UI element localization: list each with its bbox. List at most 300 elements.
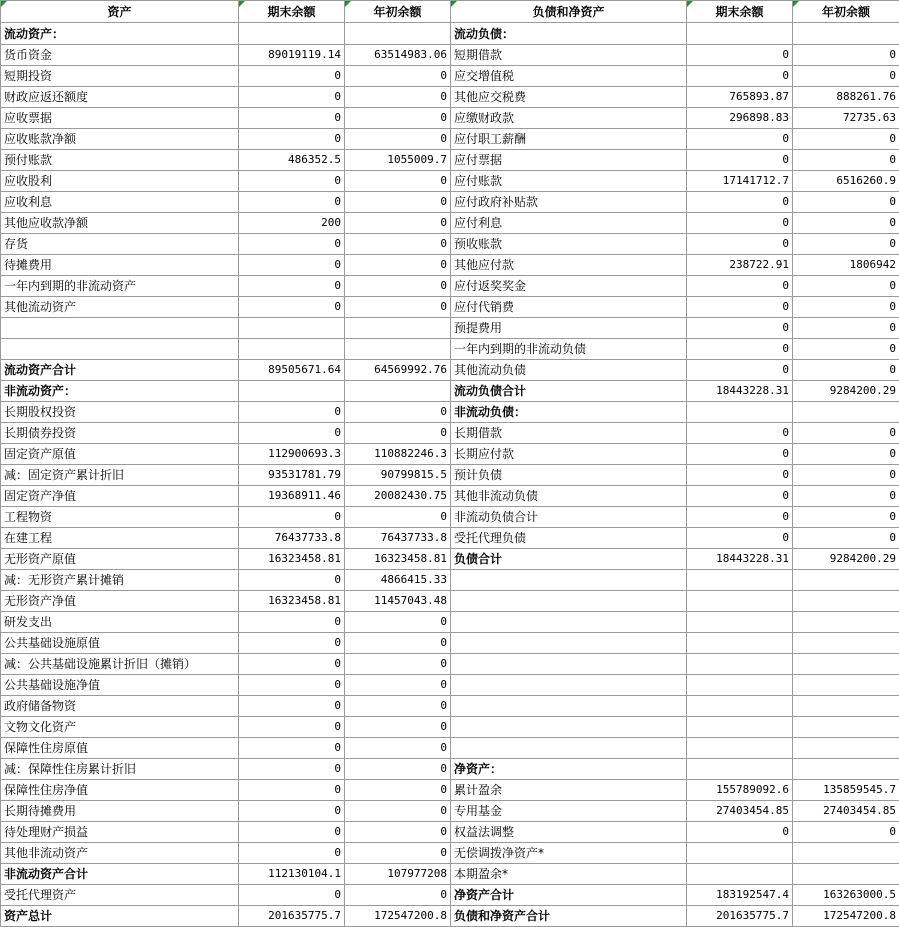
liability-label-cell[interactable] — [451, 696, 687, 717]
liability-end-balance-cell[interactable] — [687, 675, 793, 696]
liability-end-balance-cell[interactable]: 0 — [687, 339, 793, 360]
liability-begin-balance-cell[interactable] — [793, 843, 899, 864]
asset-label-cell[interactable]: 固定资产原值 — [1, 444, 239, 465]
table-row — [1, 864, 899, 885]
asset-begin-balance-cell[interactable]: 0 — [345, 675, 451, 696]
asset-label-cell[interactable]: 无形资产净值 — [1, 591, 239, 612]
liability-label-cell[interactable]: 短期借款 — [451, 45, 687, 66]
asset-end-balance-cell[interactable]: 0 — [239, 423, 345, 444]
header-assets-end-balance[interactable]: 期末余额 — [239, 1, 345, 23]
liability-begin-balance-cell[interactable]: 0 — [793, 507, 899, 528]
asset-label-cell[interactable]: 应收利息 — [1, 192, 239, 213]
liability-end-balance-cell[interactable]: 0 — [687, 66, 793, 87]
liability-end-balance-cell[interactable] — [687, 23, 793, 45]
asset-end-balance-cell[interactable] — [239, 339, 345, 360]
table-row — [1, 822, 899, 843]
table-row — [1, 654, 899, 675]
asset-begin-balance-cell[interactable]: 0 — [345, 108, 451, 129]
liability-label-cell[interactable]: 长期应付款 — [451, 444, 687, 465]
liability-begin-balance-cell[interactable]: 172547200.8 — [793, 906, 899, 927]
asset-begin-balance-cell[interactable] — [345, 23, 451, 45]
asset-end-balance-cell[interactable] — [239, 318, 345, 339]
table-row — [1, 885, 899, 906]
table-row — [1, 801, 899, 822]
liability-label-cell[interactable]: 净资产： — [451, 759, 687, 780]
liability-begin-balance-cell[interactable] — [793, 633, 899, 654]
header-assets-begin-balance[interactable]: 年初余额 — [345, 1, 451, 23]
asset-end-balance-cell[interactable]: 0 — [239, 885, 345, 906]
asset-label-cell[interactable]: 其他应收款净额 — [1, 213, 239, 234]
table-row — [1, 276, 899, 297]
asset-begin-balance-cell[interactable]: 0 — [345, 276, 451, 297]
liability-label-cell[interactable]: 非流动负债： — [451, 402, 687, 423]
liability-begin-balance-cell[interactable]: 0 — [793, 45, 899, 66]
liability-begin-balance-cell[interactable]: 0 — [793, 318, 899, 339]
liability-label-cell[interactable]: 应交增值税 — [451, 66, 687, 87]
liability-begin-balance-cell[interactable]: 0 — [793, 66, 899, 87]
asset-end-balance-cell[interactable]: 0 — [239, 822, 345, 843]
liability-begin-balance-cell[interactable] — [793, 591, 899, 612]
asset-label-cell[interactable]: 货币资金 — [1, 45, 239, 66]
asset-end-balance-cell[interactable]: 0 — [239, 675, 345, 696]
liability-begin-balance-cell[interactable] — [793, 738, 899, 759]
liability-end-balance-cell[interactable]: 0 — [687, 276, 793, 297]
liability-begin-balance-cell[interactable]: 6516260.9 — [793, 171, 899, 192]
asset-label-cell[interactable]: 非流动资产： — [1, 381, 239, 402]
liability-begin-balance-cell[interactable]: 0 — [793, 465, 899, 486]
liability-label-cell[interactable]: 专用基金 — [451, 801, 687, 822]
asset-end-balance-cell[interactable]: 0 — [239, 759, 345, 780]
asset-begin-balance-cell[interactable]: 16323458.81 — [345, 549, 451, 570]
liability-label-cell[interactable]: 净资产合计 — [451, 885, 687, 906]
table-row — [1, 738, 899, 759]
table-row — [1, 612, 899, 633]
asset-begin-balance-cell[interactable]: 64569992.76 — [345, 360, 451, 381]
asset-label-cell[interactable]: 工程物资 — [1, 507, 239, 528]
liability-end-balance-cell[interactable]: 18443228.31 — [687, 381, 793, 402]
liability-begin-balance-cell[interactable]: 27403454.85 — [793, 801, 899, 822]
liability-label-cell[interactable]: 应付职工薪酬 — [451, 129, 687, 150]
liability-end-balance-cell[interactable] — [687, 843, 793, 864]
asset-begin-balance-cell[interactable]: 90799815.5 — [345, 465, 451, 486]
liability-end-balance-cell[interactable] — [687, 402, 793, 423]
asset-end-balance-cell[interactable]: 0 — [239, 192, 345, 213]
table-row — [1, 507, 899, 528]
table-row — [1, 465, 899, 486]
table-row — [1, 549, 899, 570]
asset-label-cell[interactable]: 受托代理资产 — [1, 885, 239, 906]
liability-end-balance-cell[interactable]: 0 — [687, 297, 793, 318]
asset-begin-balance-cell[interactable]: 0 — [345, 423, 451, 444]
asset-label-cell[interactable]: 减：无形资产累计摊销 — [1, 570, 239, 591]
table-row — [1, 402, 899, 423]
liability-end-balance-cell[interactable] — [687, 738, 793, 759]
liability-begin-balance-cell[interactable]: 0 — [793, 360, 899, 381]
asset-end-balance-cell[interactable]: 0 — [239, 66, 345, 87]
asset-begin-balance-cell[interactable]: 0 — [345, 780, 451, 801]
liability-end-balance-cell[interactable] — [687, 612, 793, 633]
liability-end-balance-cell[interactable]: 0 — [687, 423, 793, 444]
liability-end-balance-cell[interactable]: 0 — [687, 234, 793, 255]
asset-end-balance-cell[interactable]: 200 — [239, 213, 345, 234]
liability-end-balance-cell[interactable]: 183192547.4 — [687, 885, 793, 906]
asset-end-balance-cell[interactable]: 0 — [239, 234, 345, 255]
asset-begin-balance-cell[interactable]: 0 — [345, 213, 451, 234]
liability-label-cell[interactable] — [451, 633, 687, 654]
sheet-body — [1, 23, 899, 927]
asset-label-cell[interactable]: 预付账款 — [1, 150, 239, 171]
asset-end-balance-cell[interactable]: 76437733.8 — [239, 528, 345, 549]
liability-end-balance-cell[interactable]: 0 — [687, 528, 793, 549]
asset-begin-balance-cell[interactable]: 0 — [345, 654, 451, 675]
liability-begin-balance-cell[interactable]: 9284200.29 — [793, 549, 899, 570]
table-row — [1, 528, 899, 549]
table-row — [1, 780, 899, 801]
asset-label-cell[interactable]: 无形资产原值 — [1, 549, 239, 570]
asset-begin-balance-cell[interactable]: 0 — [345, 171, 451, 192]
asset-label-cell[interactable]: 研发支出 — [1, 612, 239, 633]
asset-label-cell[interactable]: 减：保障性住房累计折旧 — [1, 759, 239, 780]
asset-begin-balance-cell[interactable]: 0 — [345, 402, 451, 423]
asset-end-balance-cell[interactable]: 0 — [239, 780, 345, 801]
liability-end-balance-cell[interactable]: 0 — [687, 507, 793, 528]
asset-end-balance-cell[interactable] — [239, 381, 345, 402]
liability-label-cell[interactable] — [451, 738, 687, 759]
liability-label-cell[interactable]: 应付代销费 — [451, 297, 687, 318]
asset-label-cell[interactable]: 其他流动资产 — [1, 297, 239, 318]
asset-end-balance-cell[interactable]: 0 — [239, 129, 345, 150]
table-row — [1, 486, 899, 507]
liability-begin-balance-cell[interactable]: 163263000.5 — [793, 885, 899, 906]
liability-begin-balance-cell[interactable]: 888261.76 — [793, 87, 899, 108]
asset-label-cell[interactable]: 非流动资产合计 — [1, 864, 239, 885]
liability-end-balance-cell[interactable]: 0 — [687, 318, 793, 339]
liability-begin-balance-cell[interactable]: 0 — [793, 213, 899, 234]
liability-label-cell[interactable]: 应付返奖奖金 — [451, 276, 687, 297]
asset-begin-balance-cell[interactable]: 76437733.8 — [345, 528, 451, 549]
liability-label-cell[interactable]: 一年内到期的非流动负债 — [451, 339, 687, 360]
header-assets[interactable]: 资产 — [1, 1, 239, 23]
table-row — [1, 696, 899, 717]
asset-end-balance-cell[interactable]: 0 — [239, 570, 345, 591]
asset-end-balance-cell[interactable]: 0 — [239, 171, 345, 192]
asset-begin-balance-cell[interactable]: 0 — [345, 192, 451, 213]
table-row — [1, 591, 899, 612]
asset-label-cell[interactable]: 财政应返还额度 — [1, 87, 239, 108]
asset-label-cell[interactable]: 文物文化资产 — [1, 717, 239, 738]
liability-begin-balance-cell[interactable]: 0 — [793, 297, 899, 318]
table-row — [1, 129, 899, 150]
asset-label-cell[interactable]: 长期股权投资 — [1, 402, 239, 423]
liability-label-cell[interactable]: 应付账款 — [451, 171, 687, 192]
table-row — [1, 66, 899, 87]
liability-label-cell[interactable]: 其他流动负债 — [451, 360, 687, 381]
liability-label-cell[interactable]: 应付政府补贴款 — [451, 192, 687, 213]
asset-end-balance-cell[interactable]: 0 — [239, 276, 345, 297]
liability-end-balance-cell[interactable]: 17141712.7 — [687, 171, 793, 192]
liability-label-cell[interactable]: 无偿调拨净资产* — [451, 843, 687, 864]
liability-begin-balance-cell[interactable]: 1806942 — [793, 255, 899, 276]
asset-begin-balance-cell[interactable]: 0 — [345, 759, 451, 780]
liability-begin-balance-cell[interactable]: 0 — [793, 444, 899, 465]
table-row — [1, 570, 899, 591]
asset-begin-balance-cell[interactable] — [345, 339, 451, 360]
asset-label-cell[interactable]: 一年内到期的非流动资产 — [1, 276, 239, 297]
liability-label-cell[interactable]: 其他应付款 — [451, 255, 687, 276]
liability-end-balance-cell[interactable]: 0 — [687, 192, 793, 213]
asset-begin-balance-cell[interactable]: 0 — [345, 738, 451, 759]
liability-begin-balance-cell[interactable]: 0 — [793, 234, 899, 255]
table-row — [1, 297, 899, 318]
asset-end-balance-cell[interactable]: 16323458.81 — [239, 591, 345, 612]
header-row — [1, 1, 899, 23]
liability-end-balance-cell[interactable]: 0 — [687, 360, 793, 381]
asset-begin-balance-cell[interactable]: 0 — [345, 234, 451, 255]
liability-begin-balance-cell[interactable]: 72735.63 — [793, 108, 899, 129]
asset-begin-balance-cell[interactable]: 63514983.06 — [345, 45, 451, 66]
asset-label-cell[interactable]: 存货 — [1, 234, 239, 255]
liability-begin-balance-cell[interactable]: 0 — [793, 276, 899, 297]
asset-label-cell[interactable]: 长期债券投资 — [1, 423, 239, 444]
liability-begin-balance-cell[interactable]: 0 — [793, 339, 899, 360]
liability-end-balance-cell[interactable]: 765893.87 — [687, 87, 793, 108]
liability-label-cell[interactable]: 预提费用 — [451, 318, 687, 339]
liability-begin-balance-cell[interactable]: 0 — [793, 150, 899, 171]
asset-end-balance-cell[interactable]: 19368911.46 — [239, 486, 345, 507]
liability-end-balance-cell[interactable] — [687, 864, 793, 885]
liability-begin-balance-cell[interactable] — [793, 570, 899, 591]
liability-begin-balance-cell[interactable]: 9284200.29 — [793, 381, 899, 402]
table-row — [1, 150, 899, 171]
asset-label-cell[interactable]: 在建工程 — [1, 528, 239, 549]
asset-label-cell[interactable]: 资产总计 — [1, 906, 239, 927]
asset-label-cell[interactable] — [1, 339, 239, 360]
liability-begin-balance-cell[interactable] — [793, 759, 899, 780]
asset-end-balance-cell[interactable]: 0 — [239, 717, 345, 738]
asset-label-cell[interactable]: 政府储备物资 — [1, 696, 239, 717]
asset-label-cell[interactable]: 其他非流动资产 — [1, 843, 239, 864]
asset-label-cell[interactable]: 应收票据 — [1, 108, 239, 129]
asset-begin-balance-cell[interactable]: 0 — [345, 801, 451, 822]
liability-begin-balance-cell[interactable]: 0 — [793, 129, 899, 150]
liability-label-cell[interactable]: 应付利息 — [451, 213, 687, 234]
asset-begin-balance-cell[interactable]: 0 — [345, 717, 451, 738]
asset-label-cell[interactable]: 应收账款净额 — [1, 129, 239, 150]
liability-begin-balance-cell[interactable]: 0 — [793, 822, 899, 843]
liability-label-cell[interactable]: 应缴财政款 — [451, 108, 687, 129]
table-row — [1, 339, 899, 360]
liability-end-balance-cell[interactable] — [687, 591, 793, 612]
asset-begin-balance-cell[interactable]: 0 — [345, 843, 451, 864]
liability-begin-balance-cell[interactable]: 0 — [793, 423, 899, 444]
asset-label-cell[interactable] — [1, 318, 239, 339]
liability-end-balance-cell[interactable]: 27403454.85 — [687, 801, 793, 822]
liability-label-cell[interactable] — [451, 612, 687, 633]
asset-end-balance-cell[interactable]: 89019119.14 — [239, 45, 345, 66]
table-row — [1, 360, 899, 381]
liability-end-balance-cell[interactable] — [687, 654, 793, 675]
asset-begin-balance-cell[interactable]: 20082430.75 — [345, 486, 451, 507]
asset-label-cell[interactable]: 减：公共基础设施累计折旧（摊销） — [1, 654, 239, 675]
asset-label-cell[interactable]: 流动资产： — [1, 23, 239, 45]
asset-end-balance-cell[interactable]: 0 — [239, 738, 345, 759]
asset-end-balance-cell[interactable]: 0 — [239, 696, 345, 717]
asset-end-balance-cell[interactable]: 0 — [239, 612, 345, 633]
liability-begin-balance-cell[interactable] — [793, 612, 899, 633]
asset-begin-balance-cell[interactable]: 0 — [345, 255, 451, 276]
liability-end-balance-cell[interactable]: 0 — [687, 129, 793, 150]
liability-label-cell[interactable]: 长期借款 — [451, 423, 687, 444]
liability-label-cell[interactable]: 流动负债： — [451, 23, 687, 45]
table-row — [1, 318, 899, 339]
liability-end-balance-cell[interactable] — [687, 759, 793, 780]
liability-end-balance-cell[interactable]: 0 — [687, 150, 793, 171]
asset-begin-balance-cell[interactable]: 4866415.33 — [345, 570, 451, 591]
asset-end-balance-cell[interactable]: 112900693.3 — [239, 444, 345, 465]
liability-end-balance-cell[interactable]: 0 — [687, 822, 793, 843]
liability-label-cell[interactable] — [451, 570, 687, 591]
asset-begin-balance-cell[interactable]: 0 — [345, 885, 451, 906]
asset-end-balance-cell[interactable]: 201635775.7 — [239, 906, 345, 927]
liability-begin-balance-cell[interactable] — [793, 654, 899, 675]
asset-begin-balance-cell[interactable]: 0 — [345, 507, 451, 528]
liability-label-cell[interactable]: 累计盈余 — [451, 780, 687, 801]
asset-begin-balance-cell[interactable]: 0 — [345, 612, 451, 633]
liability-label-cell[interactable]: 权益法调整 — [451, 822, 687, 843]
asset-end-balance-cell[interactable]: 0 — [239, 402, 345, 423]
liability-label-cell[interactable] — [451, 591, 687, 612]
asset-label-cell[interactable]: 应收股利 — [1, 171, 239, 192]
liability-label-cell[interactable]: 负债合计 — [451, 549, 687, 570]
liability-end-balance-cell[interactable]: 238722.91 — [687, 255, 793, 276]
header-liabilities-begin-balance[interactable]: 年初余额 — [793, 1, 899, 23]
liability-begin-balance-cell[interactable] — [793, 717, 899, 738]
asset-begin-balance-cell[interactable] — [345, 381, 451, 402]
liability-end-balance-cell[interactable]: 0 — [687, 213, 793, 234]
liability-begin-balance-cell[interactable]: 0 — [793, 192, 899, 213]
asset-begin-balance-cell[interactable]: 172547200.8 — [345, 906, 451, 927]
asset-end-balance-cell[interactable]: 0 — [239, 255, 345, 276]
liability-label-cell[interactable]: 非流动负债合计 — [451, 507, 687, 528]
liability-end-balance-cell[interactable]: 18443228.31 — [687, 549, 793, 570]
asset-end-balance-cell[interactable]: 0 — [239, 843, 345, 864]
liability-end-balance-cell[interactable]: 0 — [687, 444, 793, 465]
table-row — [1, 255, 899, 276]
asset-label-cell[interactable]: 保障性住房原值 — [1, 738, 239, 759]
liability-begin-balance-cell[interactable]: 135859545.7 — [793, 780, 899, 801]
asset-label-cell[interactable]: 待处理财产损益 — [1, 822, 239, 843]
asset-begin-balance-cell[interactable]: 0 — [345, 696, 451, 717]
table-row — [1, 381, 899, 402]
asset-label-cell[interactable]: 公共基础设施净值 — [1, 675, 239, 696]
table-row — [1, 45, 899, 66]
asset-end-balance-cell[interactable]: 0 — [239, 654, 345, 675]
liability-end-balance-cell[interactable]: 296898.83 — [687, 108, 793, 129]
table-row — [1, 108, 899, 129]
liability-label-cell[interactable]: 预计负债 — [451, 465, 687, 486]
liability-label-cell[interactable] — [451, 675, 687, 696]
table-row — [1, 213, 899, 234]
liability-label-cell[interactable]: 流动负债合计 — [451, 381, 687, 402]
liability-end-balance-cell[interactable]: 155789092.6 — [687, 780, 793, 801]
asset-label-cell[interactable]: 公共基础设施原值 — [1, 633, 239, 654]
liability-begin-balance-cell[interactable] — [793, 402, 899, 423]
asset-end-balance-cell[interactable]: 486352.5 — [239, 150, 345, 171]
table-row — [1, 171, 899, 192]
liability-label-cell[interactable]: 预收账款 — [451, 234, 687, 255]
asset-label-cell[interactable]: 固定资产净值 — [1, 486, 239, 507]
liability-end-balance-cell[interactable]: 0 — [687, 486, 793, 507]
asset-end-balance-cell[interactable]: 0 — [239, 108, 345, 129]
liability-begin-balance-cell[interactable]: 0 — [793, 528, 899, 549]
asset-begin-balance-cell[interactable]: 1055009.7 — [345, 150, 451, 171]
asset-label-cell[interactable]: 待摊费用 — [1, 255, 239, 276]
header-liabilities[interactable]: 负债和净资产 — [451, 1, 687, 23]
liability-end-balance-cell[interactable] — [687, 633, 793, 654]
asset-end-balance-cell[interactable]: 0 — [239, 801, 345, 822]
asset-begin-balance-cell[interactable]: 107977208 — [345, 864, 451, 885]
asset-begin-balance-cell[interactable]: 110882246.3 — [345, 444, 451, 465]
table-row — [1, 23, 899, 45]
liability-end-balance-cell[interactable]: 0 — [687, 45, 793, 66]
asset-end-balance-cell[interactable]: 112130104.1 — [239, 864, 345, 885]
asset-end-balance-cell[interactable]: 93531781.79 — [239, 465, 345, 486]
asset-label-cell[interactable]: 短期投资 — [1, 66, 239, 87]
table-row — [1, 906, 899, 927]
asset-label-cell[interactable]: 保障性住房净值 — [1, 780, 239, 801]
table-row — [1, 444, 899, 465]
liability-end-balance-cell[interactable]: 201635775.7 — [687, 906, 793, 927]
liability-label-cell[interactable]: 本期盈余* — [451, 864, 687, 885]
liability-end-balance-cell[interactable]: 0 — [687, 465, 793, 486]
liability-label-cell[interactable] — [451, 654, 687, 675]
asset-label-cell[interactable]: 流动资产合计 — [1, 360, 239, 381]
asset-begin-balance-cell[interactable]: 0 — [345, 297, 451, 318]
asset-end-balance-cell[interactable]: 0 — [239, 507, 345, 528]
asset-end-balance-cell[interactable]: 16323458.81 — [239, 549, 345, 570]
liability-label-cell[interactable]: 应付票据 — [451, 150, 687, 171]
asset-label-cell[interactable]: 长期待摊费用 — [1, 801, 239, 822]
asset-end-balance-cell[interactable]: 0 — [239, 297, 345, 318]
asset-begin-balance-cell[interactable]: 11457043.48 — [345, 591, 451, 612]
asset-begin-balance-cell[interactable]: 0 — [345, 66, 451, 87]
liability-label-cell[interactable]: 受托代理负债 — [451, 528, 687, 549]
asset-end-balance-cell[interactable]: 0 — [239, 87, 345, 108]
asset-end-balance-cell[interactable]: 0 — [239, 633, 345, 654]
asset-begin-balance-cell[interactable]: 0 — [345, 129, 451, 150]
liability-begin-balance-cell[interactable] — [793, 864, 899, 885]
asset-end-balance-cell[interactable]: 89505671.64 — [239, 360, 345, 381]
liability-label-cell[interactable]: 负债和净资产合计 — [451, 906, 687, 927]
asset-begin-balance-cell[interactable]: 0 — [345, 822, 451, 843]
liability-end-balance-cell[interactable] — [687, 696, 793, 717]
liability-end-balance-cell[interactable] — [687, 717, 793, 738]
liability-begin-balance-cell[interactable]: 0 — [793, 486, 899, 507]
asset-label-cell[interactable]: 减：固定资产累计折旧 — [1, 465, 239, 486]
asset-begin-balance-cell[interactable] — [345, 318, 451, 339]
asset-begin-balance-cell[interactable]: 0 — [345, 87, 451, 108]
header-liabilities-end-balance[interactable]: 期末余额 — [687, 1, 793, 23]
liability-label-cell[interactable] — [451, 717, 687, 738]
liability-begin-balance-cell[interactable] — [793, 675, 899, 696]
asset-begin-balance-cell[interactable]: 0 — [345, 633, 451, 654]
liability-end-balance-cell[interactable] — [687, 570, 793, 591]
liability-begin-balance-cell[interactable] — [793, 696, 899, 717]
liability-label-cell[interactable]: 其他非流动负债 — [451, 486, 687, 507]
liability-label-cell[interactable]: 其他应交税费 — [451, 87, 687, 108]
liability-begin-balance-cell[interactable] — [793, 23, 899, 45]
asset-end-balance-cell[interactable] — [239, 23, 345, 45]
